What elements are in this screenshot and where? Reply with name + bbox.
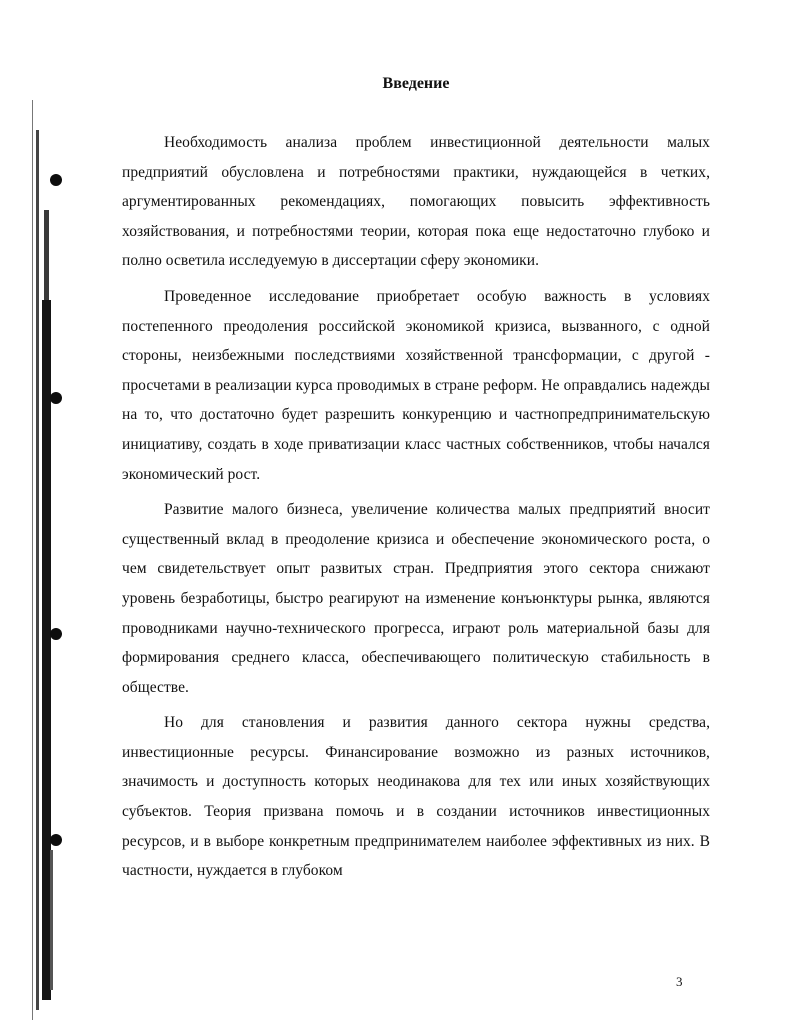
scan-edge-shadow — [44, 210, 49, 300]
paragraph: Проведенное исследование приобретает особую важность в условиях постепенного преодоления российской экономикой кризиса, вызванного, с одной стороны, неизбежными последствиями хозяйственной трансформации, с другой - просчетами в реализации курса проводимых в стране реформ. Не оправдались надежды на то, что достаточно будет разрешить конкуренцию и частнопредпринимательскую инициативу, создать в ходе приватизации класс частных собственников, чтобы начался экономический рост. — [122, 287, 710, 483]
scan-binding-edge — [30, 90, 64, 1024]
punch-hole-mark — [50, 834, 62, 846]
page-number: 3 — [676, 974, 683, 989]
scan-edge-line — [32, 100, 33, 1020]
paragraph: Развитие малого бизнеса, увеличение количества малых предприятий вносит существенный вклад в преодоление кризиса и обеспечение экономического роста, о чем свидетельствует опыт развитых стран. Предприятия этого сектора снижают уровень безработицы, быстро реагируют на изменение конъюнктуры рынка, являются проводниками научно-технического прогресса, играют роль материальной базы для формирования среднего класса, обеспечивающего политическую стабильность в обществе. — [122, 501, 710, 696]
paragraph: Но для становления и развития данного сектора нужны средства, инвестиционные ресурсы. Финансирование возможно из разных источников, значимость и доступность которых неодинакова для тех или иных хозяйствующих субъектов. Теория призвана помочь и в создании источников инвестиционных ресурсов, и в выборе конкретным предпринимателем наиболее эффективных из них. В частности, нуждается в глубоком — [122, 714, 710, 880]
punch-hole-mark — [50, 628, 62, 640]
scan-edge-line — [50, 850, 53, 990]
section-title: Введение — [382, 75, 450, 92]
punch-hole-mark — [50, 174, 62, 186]
punch-hole-mark — [50, 392, 62, 404]
scan-edge-line — [36, 130, 39, 1010]
paragraph: Необходимость анализа проблем инвестиционной деятельности малых предприятий обусловлена и потребностями практики, нуждающейся в четких, аргументированных рекомендациях, помогающих повысить эффективность хозяйствования, и потребностями теории, которая пока еще недостаточно глубоко и полно осветила исследуемую в диссертации сферу экономики. — [122, 134, 710, 270]
document-body — [122, 72, 710, 892]
